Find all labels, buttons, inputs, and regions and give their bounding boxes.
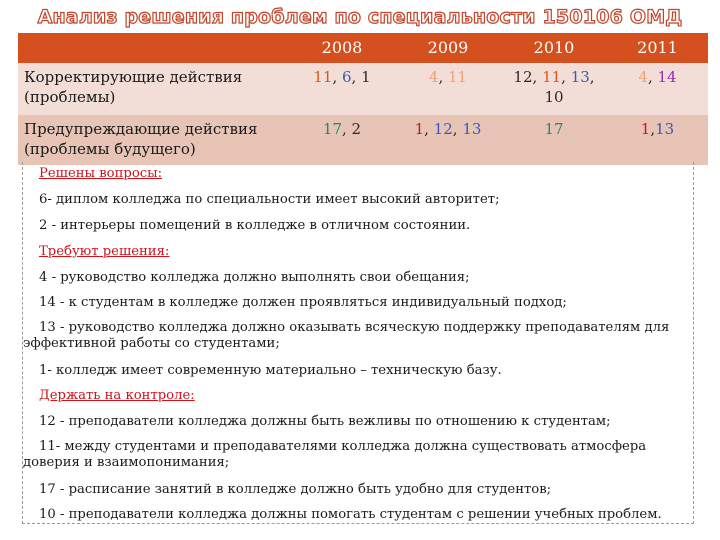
problem-cell xyxy=(607,115,708,165)
problem-cell xyxy=(501,115,607,165)
section-heading-monitor: Держать на контроле: xyxy=(39,388,195,403)
problem-number: 1 xyxy=(361,68,371,86)
separator: , xyxy=(561,68,571,86)
year-header: 2009 xyxy=(395,33,501,63)
separator: , xyxy=(452,120,463,138)
problem-number: 11 xyxy=(313,68,333,86)
problem-number: 13 xyxy=(570,68,590,86)
table-header-row xyxy=(18,33,708,63)
separator: , xyxy=(589,68,595,86)
separator: , xyxy=(342,120,352,138)
problem-number: 1 xyxy=(414,120,425,138)
problem-number: 11 xyxy=(542,68,562,86)
problem-number: 12 xyxy=(433,120,453,138)
separator: , xyxy=(532,68,543,86)
list-item: 14 - к студентам в колледже должен проявляться индивидуальный подход; xyxy=(39,295,567,310)
problem-cell xyxy=(289,115,395,165)
table-row xyxy=(18,63,708,115)
problem-number: 13 xyxy=(655,120,675,138)
problem-number: 1 xyxy=(640,120,651,138)
problem-cell xyxy=(289,63,395,115)
list-item: 6- диплом колледжа по специальности имеет высокий авторитет; xyxy=(39,192,500,207)
section-heading-solved: Решены вопросы: xyxy=(39,166,163,181)
section-heading-needs-solving: Требуют решения: xyxy=(39,244,170,259)
separator: , xyxy=(647,68,658,86)
problem-cell xyxy=(395,115,501,165)
list-item: 2 - интерьеры помещений в колледже в отличном состоянии. xyxy=(39,218,471,233)
problem-number: 13 xyxy=(462,120,482,138)
list-item: 4 - руководство колледжа должно выполнять свои обещания; xyxy=(39,270,470,285)
page-title: Анализ решения проблем по специальности 150106 ОМД xyxy=(37,6,683,28)
problem-number: 17 xyxy=(322,120,342,138)
problem-cell xyxy=(607,63,708,115)
problem-number: 4 xyxy=(638,68,648,86)
problem-number: 2 xyxy=(351,120,362,138)
findings-list xyxy=(22,162,694,524)
problem-number: 17 xyxy=(544,120,564,138)
list-item: 13 - руководство колледжа должно оказывать всяческую поддержку преподавателям для эффективной работы со студентами; xyxy=(23,320,670,351)
year-header: 2011 xyxy=(607,33,708,63)
problem-number: 10 xyxy=(544,88,564,106)
problem-cell xyxy=(395,63,501,115)
list-item: 10 - преподаватели колледжа должны помогать студентам с решении учебных проблем. xyxy=(39,507,662,522)
row-label: Предупреждающие действия (проблемы будущего) xyxy=(18,115,289,165)
header-empty-cell xyxy=(18,33,289,63)
problem-number: 6 xyxy=(342,68,352,86)
problem-number: 12 xyxy=(513,68,533,86)
year-header: 2008 xyxy=(289,33,395,63)
list-item: 1- колледж имеет современную материально – техническую базу. xyxy=(39,363,502,378)
problem-number: 14 xyxy=(657,68,677,86)
problem-number: 4 xyxy=(428,68,439,86)
separator: , xyxy=(438,68,448,86)
table-row xyxy=(18,115,708,165)
separator: , xyxy=(332,68,342,86)
row-label: Корректирующие действия (проблемы) xyxy=(18,63,289,115)
problems-table xyxy=(18,33,708,165)
separator: , xyxy=(424,120,434,138)
list-item: 11- между студентами и преподавателями колледжа должна существовать атмосфера доверия и взаимопонимания; xyxy=(23,439,647,470)
problem-cell xyxy=(501,63,607,115)
list-item: 12 - преподаватели колледжа должны быть вежливы по отношению к студентам; xyxy=(39,414,611,429)
problem-number: 11 xyxy=(448,68,468,86)
list-item: 17 - расписание занятий в колледже должно быть удобно для студентов; xyxy=(39,482,552,497)
separator: , xyxy=(351,68,362,86)
year-header: 2010 xyxy=(501,33,607,63)
separator: , xyxy=(650,120,656,138)
